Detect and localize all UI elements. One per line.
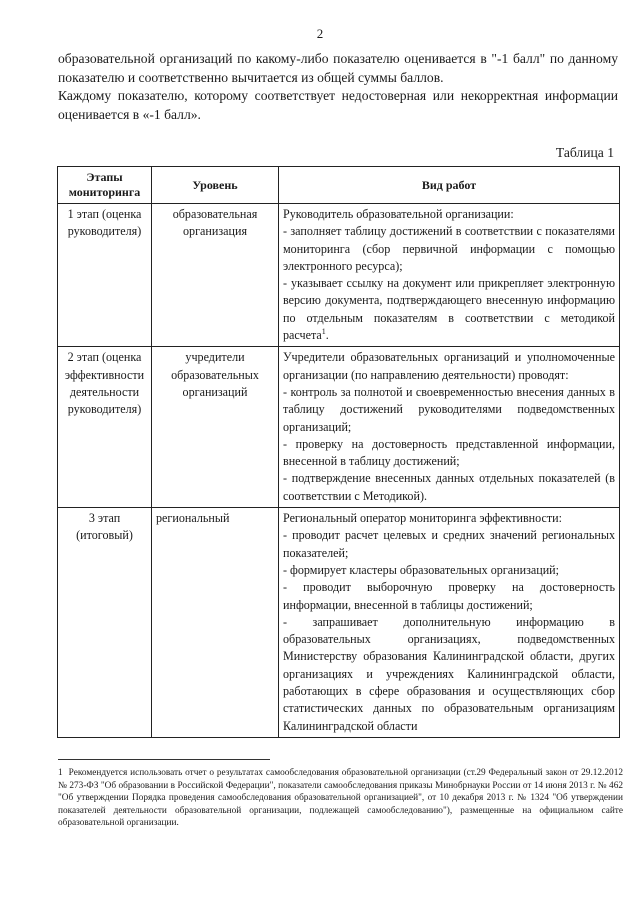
monitoring-stages-table: [57, 166, 620, 738]
footnote-reference[interactable]: 1: [321, 327, 326, 337]
work-line: - запрашивает дополнительную информацию в образовательных организациях, подведомственных Министерству образования Калининградской области, других организациях и учреждениях Калининградской области, работающих в сфере образования и осуществляющих сбор статистических данных по образовательным организациям Калининградской области: [283, 614, 615, 733]
work-line: - контроль за полнотой и своевременностью внесения данных в таблицу достижений руководителями подведомственных организаций;: [283, 384, 615, 434]
work-line: - формирует кластеры образовательных организаций;: [283, 562, 560, 577]
intro-paragraph: образовательной организаций по какому-либо показателю оценивается в "-1 балл" по данному показателю и соответственно вычитается из общей суммы баллов.: [58, 51, 618, 85]
work-cell: [279, 347, 620, 508]
intro-paragraph: Каждому показателю, которому соответствует недостоверная или некорректная информации оценивается в «-1 балл».: [58, 88, 618, 122]
table-row: [58, 204, 620, 347]
table-row: [58, 508, 620, 738]
table-row: [58, 347, 620, 508]
work-line: - заполняет таблицу достижений в соответствии с показателями мониторинга (сбор первичной информации с помощью электронного ресурса);: [283, 224, 615, 273]
level-cell: региональный: [152, 508, 279, 738]
header-level: Уровень: [152, 167, 279, 204]
header-work: Вид работ: [279, 167, 620, 204]
work-line: - проводит расчет целевых и средних значений региональных показателей;: [283, 528, 615, 560]
work-cell: [279, 508, 620, 738]
footnote-text: Рекомендуется использовать отчет о результатах самообследования образовательной организации (ст.29 Федеральный закон от 29.12.2012 № 273-ФЗ "Об образовании в Российской Федерации", показатели самообследования приказы Минобрнауки России от 14 июня 2013 г. № 462 "Об утверждении Порядка проведения самообследования образовательной организацией", от 10 декабря 2013 г. № 1324 "Об утверждении показателей деятельности образовательной организации, подлежащей самообследованию"), размещенные на официальном сайте образовательной организации.: [58, 768, 623, 828]
footnote: [58, 767, 623, 830]
level-cell: учредители образовательных организаций: [152, 347, 279, 508]
footnote-mark: 1: [58, 768, 63, 778]
stage-cell: 3 этап (итоговый): [58, 508, 152, 738]
table-header-row: [58, 167, 620, 204]
work-line: - подтверждение внесенных данных отдельных показателей (в соответствии с Методикой).: [283, 471, 615, 503]
intro-text: [58, 50, 618, 124]
header-stages: Этапы мониторинга: [58, 167, 152, 204]
work-line: Учредители образовательных организаций и уполномоченные организации (по направлению деятельности) проводят:: [283, 350, 615, 382]
stage-cell: 1 этап (оценка руководителя): [58, 204, 152, 347]
page-number: 2: [316, 26, 324, 41]
work-line-text: - указывает ссылку на документ или прикрепляет электронную версию документа, подтверждающего внесенную информацию по отдельным показателям в соответствии с методикой расчета: [283, 276, 615, 343]
work-line: - проверку на достоверность представленной информации, внесенной в таблицу достижений;: [283, 436, 615, 469]
stage-cell: 2 этап (оценка эффективности деятельности руководителя): [58, 347, 152, 508]
work-line: - проводит выборочную проверку на достоверность информации, внесенной в таблицы достижений;: [283, 580, 615, 612]
work-line: - указывает ссылку на документ или прикрепляет электронную версию документа, подтверждающего внесенную информацию по отдельным показателям в соответствии с методикой расчета$^1$.: [283, 276, 615, 343]
work-line: Руководитель образовательной организации:: [283, 207, 514, 221]
footnote-divider: [58, 759, 270, 760]
work-cell: [279, 204, 620, 347]
level-cell: образовательная организация: [152, 204, 279, 347]
table-caption: Таблица 1: [555, 145, 614, 160]
work-line: Региональный оператор мониторинга эффективности:: [283, 511, 562, 526]
